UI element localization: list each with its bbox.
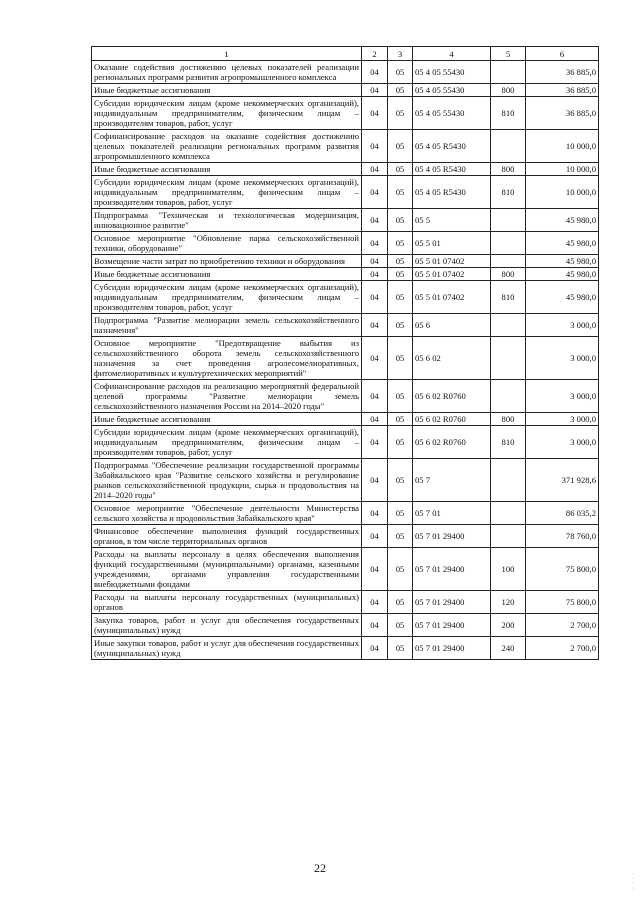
row-target-article-cell: 05 4 05 R5430 [413,176,491,209]
row-name-cell: Иные бюджетные ассигнования [92,268,362,281]
row-expense-type-cell: 800 [491,268,526,281]
row-amount-cell: 3 000,0 [526,413,599,426]
row-name-cell: Основное мероприятие "Обеспечение деятельности Министерства сельского хозяйства и продовольствия Забайкальского края" [92,502,362,525]
table-row [92,413,599,426]
row-subsection-cell: 05 [388,459,413,502]
row-expense-type-cell [491,314,526,337]
row-name-cell: Субсидии юридическим лицам (кроме некоммерческих организаций), индивидуальным предпринимателям, физическим лицам – производителям товаров, работ, услуг [92,97,362,130]
row-section-cell: 04 [362,637,388,660]
row-section-cell: 04 [362,232,388,255]
row-section-cell: 04 [362,413,388,426]
row-expense-type-cell [491,337,526,380]
table-row [92,337,599,380]
table-row [92,255,599,268]
table-row [92,61,599,84]
row-subsection-cell: 05 [388,314,413,337]
table-row [92,281,599,314]
row-target-article-cell: 05 5 [413,209,491,232]
row-name-cell: Иные закупки товаров, работ и услуг для обеспечения государственных (муниципальных) нужд [92,637,362,660]
table-row [92,232,599,255]
row-name-cell: Закупка товаров, работ и услуг для обеспечения государственных (муниципальных) нужд [92,614,362,637]
row-target-article-cell: 05 7 01 29400 [413,614,491,637]
table-body [92,61,599,660]
row-subsection-cell: 05 [388,97,413,130]
row-target-article-cell: 05 5 01 07402 [413,255,491,268]
row-subsection-cell: 05 [388,130,413,163]
row-subsection-cell: 05 [388,337,413,380]
table-row [92,380,599,413]
row-target-article-cell: 05 4 05 55430 [413,97,491,130]
row-name-cell: Расходы на выплаты персоналу государственных (муниципальных) органов [92,591,362,614]
row-subsection-cell: 05 [388,525,413,548]
row-target-article-cell: 05 7 01 [413,502,491,525]
row-section-cell: 04 [362,130,388,163]
header-col-3: 3 [388,47,413,61]
row-target-article-cell: 05 7 01 29400 [413,548,491,591]
row-amount-cell: 2 700,0 [526,637,599,660]
row-target-article-cell: 05 5 01 07402 [413,281,491,314]
table-row [92,525,599,548]
scan-edge-marks: · · · · [632,871,634,892]
row-name-cell: Основное мероприятие "Предотвращение выбытия из сельскохозяйственного оборота земель сельскохозяйственного назначения за счет проведения агролесомелиоративных, фитомелиоративных и культуртехнических мероприятий" [92,337,362,380]
row-target-article-cell: 05 4 05 55430 [413,84,491,97]
row-amount-cell: 78 760,0 [526,525,599,548]
row-subsection-cell: 05 [388,548,413,591]
row-expense-type-cell [491,209,526,232]
table-row [92,502,599,525]
row-name-cell: Подпрограмма "Обеспечение реализации государственной программы Забайкальского края "Развитие сельского хозяйства и регулирование рынков сельскохозяйственной продукции, сырья и продовольствия на 2014–2020 годы" [92,459,362,502]
row-amount-cell: 36 885,0 [526,84,599,97]
row-amount-cell: 3 000,0 [526,337,599,380]
row-target-article-cell: 05 4 05 R5430 [413,130,491,163]
row-section-cell: 04 [362,176,388,209]
row-expense-type-cell [491,380,526,413]
row-name-cell: Субсидии юридическим лицам (кроме некоммерческих организаций), индивидуальным предпринимателям, физическим лицам – производителям товаров, работ, услуг [92,426,362,459]
row-subsection-cell: 05 [388,176,413,209]
row-amount-cell: 45 980,0 [526,209,599,232]
row-section-cell: 04 [362,459,388,502]
row-expense-type-cell: 810 [491,176,526,209]
row-subsection-cell: 05 [388,637,413,660]
row-name-cell: Расходы на выплаты персоналу в целях обеспечения выполнения функций государственными (муниципальными) органами, казенными учреждениями, органами управления государственными внебюджетными фондами [92,548,362,591]
row-target-article-cell: 05 6 [413,314,491,337]
row-subsection-cell: 05 [388,281,413,314]
table-row [92,614,599,637]
row-section-cell: 04 [362,380,388,413]
row-name-cell: Подпрограмма "Развитие мелиорации земель сельскохозяйственного назначения" [92,314,362,337]
row-name-cell: Возмещение части затрат по приобретению техники и оборудования [92,255,362,268]
header-col-1: 1 [92,47,362,61]
row-section-cell: 04 [362,525,388,548]
row-amount-cell: 10 000,0 [526,130,599,163]
row-amount-cell: 45 980,0 [526,255,599,268]
row-amount-cell: 45 980,0 [526,268,599,281]
row-amount-cell: 10 000,0 [526,176,599,209]
row-name-cell: Финансовое обеспечение выполнения функций государственных органов, в том числе территориальных органов [92,525,362,548]
row-expense-type-cell [491,255,526,268]
table-row [92,637,599,660]
row-amount-cell: 45 980,0 [526,281,599,314]
row-name-cell: Иные бюджетные ассигнования [92,413,362,426]
row-target-article-cell: 05 6 02 [413,337,491,380]
row-expense-type-cell [491,459,526,502]
row-target-article-cell: 05 7 [413,459,491,502]
row-target-article-cell: 05 7 01 29400 [413,591,491,614]
row-amount-cell: 86 035,2 [526,502,599,525]
row-section-cell: 04 [362,255,388,268]
row-section-cell: 04 [362,591,388,614]
row-amount-cell: 36 885,0 [526,97,599,130]
table-row [92,176,599,209]
row-section-cell: 04 [362,97,388,130]
row-expense-type-cell: 800 [491,413,526,426]
row-section-cell: 04 [362,614,388,637]
row-section-cell: 04 [362,163,388,176]
row-section-cell: 04 [362,281,388,314]
table-row [92,268,599,281]
row-amount-cell: 3 000,0 [526,380,599,413]
row-subsection-cell: 05 [388,61,413,84]
row-target-article-cell: 05 6 02 R0760 [413,413,491,426]
table-row [92,591,599,614]
table-row [92,314,599,337]
row-subsection-cell: 05 [388,232,413,255]
row-expense-type-cell [491,502,526,525]
row-section-cell: 04 [362,548,388,591]
row-name-cell: Подпрограмма "Техническая и технологическая модернизация, инновационное развитие" [92,209,362,232]
row-subsection-cell: 05 [388,380,413,413]
table-header [92,47,599,61]
row-expense-type-cell [491,61,526,84]
row-section-cell: 04 [362,268,388,281]
table-row [92,97,599,130]
header-col-5: 5 [491,47,526,61]
row-section-cell: 04 [362,502,388,525]
table-row [92,163,599,176]
row-expense-type-cell [491,525,526,548]
row-name-cell: Субсидии юридическим лицам (кроме некоммерческих организаций), индивидуальным предпринимателям, физическим лицам – производителям товаров, работ, услуг [92,176,362,209]
row-expense-type-cell: 200 [491,614,526,637]
row-expense-type-cell: 800 [491,163,526,176]
row-subsection-cell: 05 [388,209,413,232]
page-number: 22 [314,861,326,875]
row-target-article-cell: 05 5 01 07402 [413,268,491,281]
row-target-article-cell: 05 5 01 [413,232,491,255]
row-expense-type-cell: 120 [491,591,526,614]
table-row [92,548,599,591]
row-subsection-cell: 05 [388,255,413,268]
row-section-cell: 04 [362,209,388,232]
row-subsection-cell: 05 [388,426,413,459]
row-name-cell: Основное мероприятие "Обновление парка сельскохозяйственной техники, оборудование" [92,232,362,255]
row-name-cell: Иные бюджетные ассигнования [92,163,362,176]
row-expense-type-cell [491,232,526,255]
row-expense-type-cell: 240 [491,637,526,660]
row-subsection-cell: 05 [388,591,413,614]
row-name-cell: Оказание содействия достижению целевых показателей реализации региональных программ развития агропромышленного комплекса [92,61,362,84]
row-amount-cell: 2 700,0 [526,614,599,637]
row-subsection-cell: 05 [388,413,413,426]
table-row [92,426,599,459]
row-expense-type-cell [491,130,526,163]
table-row [92,84,599,97]
row-target-article-cell: 05 4 05 R5430 [413,163,491,176]
row-section-cell: 04 [362,337,388,380]
row-name-cell: Субсидии юридическим лицам (кроме некоммерческих организаций), индивидуальным предпринимателям, физическим лицам – производителям товаров, работ, услуг [92,281,362,314]
table-row [92,459,599,502]
row-amount-cell: 36 885,0 [526,61,599,84]
row-expense-type-cell: 810 [491,281,526,314]
table-row [92,209,599,232]
row-subsection-cell: 05 [388,614,413,637]
row-section-cell: 04 [362,314,388,337]
row-subsection-cell: 05 [388,163,413,176]
row-subsection-cell: 05 [388,502,413,525]
row-target-article-cell: 05 4 05 55430 [413,61,491,84]
row-target-article-cell: 05 6 02 R0760 [413,426,491,459]
row-amount-cell: 10 000,0 [526,163,599,176]
row-expense-type-cell: 100 [491,548,526,591]
row-section-cell: 04 [362,84,388,97]
row-amount-cell: 3 000,0 [526,426,599,459]
row-target-article-cell: 05 7 01 29400 [413,525,491,548]
row-subsection-cell: 05 [388,268,413,281]
row-amount-cell: 45 980,0 [526,232,599,255]
row-expense-type-cell: 800 [491,84,526,97]
header-col-6: 6 [526,47,599,61]
header-col-4: 4 [413,47,491,61]
row-amount-cell: 75 800,0 [526,548,599,591]
row-amount-cell: 75 800,0 [526,591,599,614]
row-expense-type-cell: 810 [491,97,526,130]
row-name-cell: Иные бюджетные ассигнования [92,84,362,97]
row-expense-type-cell: 810 [491,426,526,459]
row-amount-cell: 371 928,6 [526,459,599,502]
header-row [92,47,599,61]
row-amount-cell: 3 000,0 [526,314,599,337]
budget-table [91,46,599,660]
row-target-article-cell: 05 6 02 R0760 [413,380,491,413]
row-subsection-cell: 05 [388,84,413,97]
row-section-cell: 04 [362,61,388,84]
row-target-article-cell: 05 7 01 29400 [413,637,491,660]
row-name-cell: Софинансирование расходов на реализацию мероприятий федеральной целевой программы "Развитие мелиорации земель сельскохозяйственного назначения России на 2014–2020 годы" [92,380,362,413]
row-name-cell: Софинансирование расходов на оказание содействия достижению целевых показателей реализации региональных программ развития агропромышленного комплекса [92,130,362,163]
row-section-cell: 04 [362,426,388,459]
table-row [92,130,599,163]
header-col-2: 2 [362,47,388,61]
